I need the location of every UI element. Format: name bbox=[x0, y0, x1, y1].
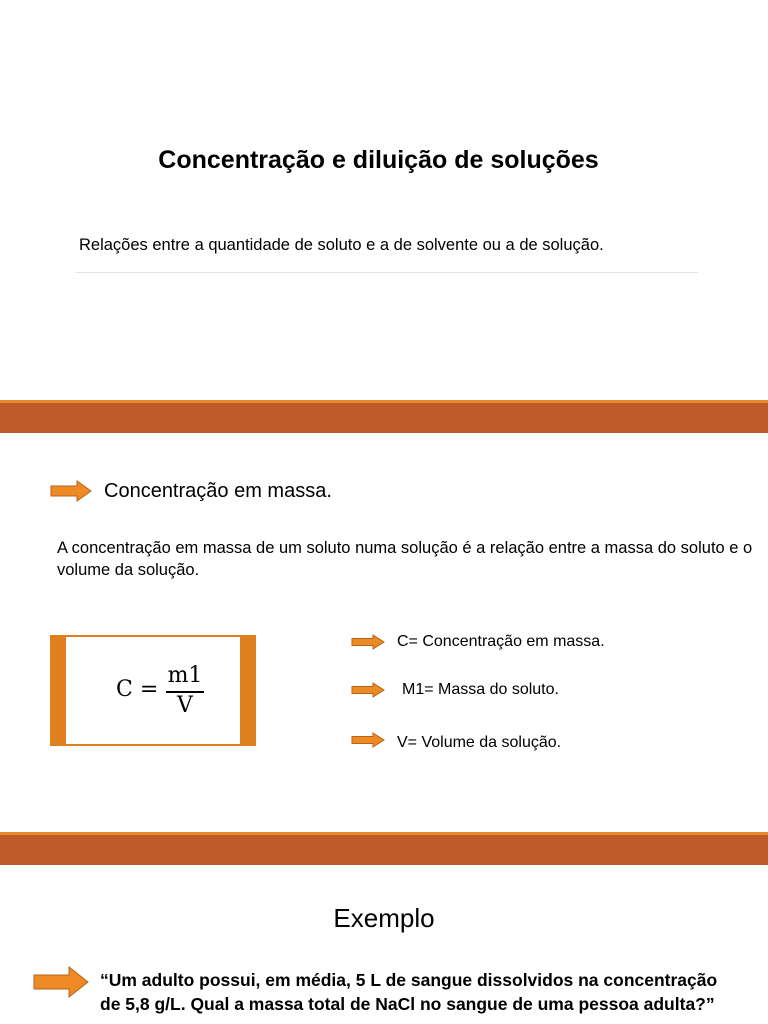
definition-paragraph: A concentração em massa de um soluto numa solução é a relação entre a massa do soluto e o volume da solução. bbox=[57, 539, 753, 579]
arrow-right-icon bbox=[351, 682, 385, 698]
slide-separator-band bbox=[0, 835, 768, 865]
legend-item-v: V= Volume da solução. bbox=[397, 734, 562, 751]
formula-lhs: C = bbox=[116, 677, 159, 702]
example-question: “Um adulto possui, em média, 5 L de sangue dissolvidos na concentração de 5,8 g/L. Qual a massa total de NaCl no sangue de uma pessoa adulta?” bbox=[100, 970, 718, 1014]
divider bbox=[76, 272, 698, 273]
slide-title: Concentração e diluição de soluções bbox=[158, 146, 599, 174]
formula-numerator: m1 bbox=[167, 663, 203, 688]
arrow-right-icon bbox=[351, 634, 385, 650]
example-title: Exemplo bbox=[333, 903, 435, 933]
formula-denominator: V bbox=[177, 693, 193, 718]
slide-subtitle: Relações entre a quantidade de soluto e a de solvente ou a de solução. bbox=[79, 236, 604, 254]
formula bbox=[116, 637, 216, 744]
section-heading: Concentração em massa. bbox=[104, 480, 332, 502]
arrow-right-icon bbox=[351, 732, 385, 748]
legend-item-m1: M1= Massa do soluto. bbox=[402, 681, 559, 698]
legend-item-c: C= Concentração em massa. bbox=[397, 633, 605, 650]
formula-box bbox=[50, 635, 256, 746]
slide-separator-band bbox=[0, 403, 768, 433]
arrow-right-icon bbox=[50, 480, 92, 502]
arrow-right-icon bbox=[33, 966, 89, 998]
